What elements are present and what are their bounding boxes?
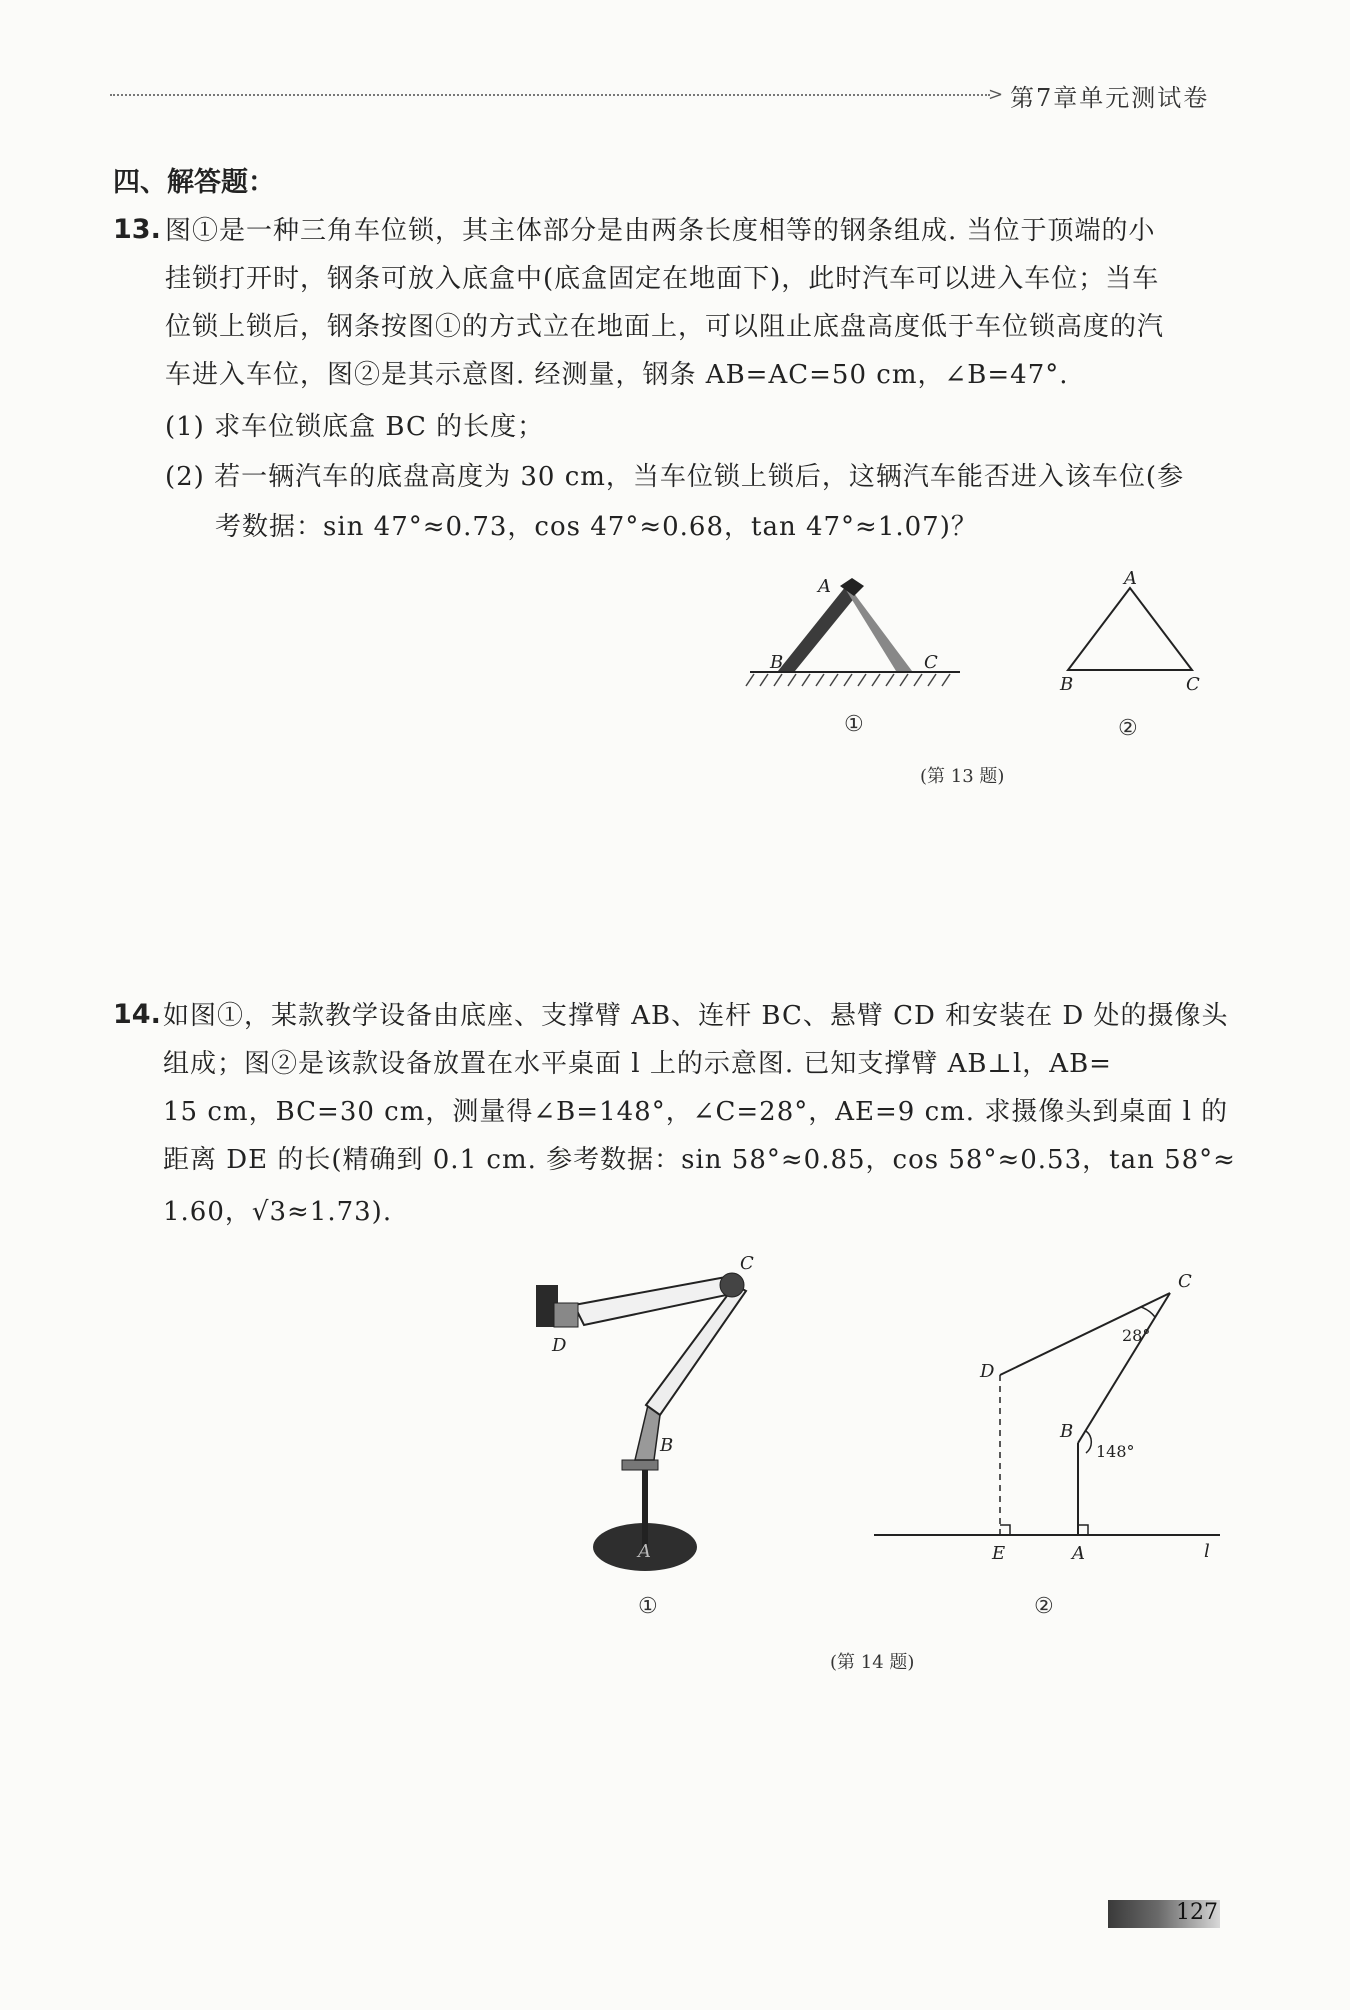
label-A: A xyxy=(638,1541,651,1562)
section-title: 四、解答题： xyxy=(113,167,275,198)
question-number: 13. xyxy=(113,214,161,245)
question-text-line: 图①是一种三角车位锁，其主体部分是由两条长度相等的钢条组成. 当位于顶端的小 xyxy=(165,216,1156,246)
question-text-line: 挂锁打开时，钢条可放入底盒中(底盒固定在地面下)，此时汽车可以进入车位；当车 xyxy=(165,264,1160,294)
sub-question-1: (1) 求车位锁底盒 BC 的长度； xyxy=(165,412,545,442)
figure-index: ② xyxy=(1118,716,1138,741)
header-rule xyxy=(110,94,990,96)
header-title: 第7章单元测试卷 xyxy=(1010,84,1210,112)
figure-caption: (第 13 题) xyxy=(920,766,1005,787)
label-B: B xyxy=(1060,1421,1074,1442)
label-B: B xyxy=(1060,674,1074,695)
label-C: C xyxy=(1186,674,1200,695)
question-text-line: 组成；图②是该款设备放置在水平桌面 l 上的示意图. 已知支撑臂 AB⊥l，AB= xyxy=(163,1049,1112,1079)
sub-question-2-line: (2) 若一辆汽车的底盘高度为 30 cm，当车位锁上锁后，这辆汽车能否进入该车位(参 xyxy=(165,462,1185,492)
label-C: C xyxy=(924,652,938,673)
label-E: E xyxy=(992,1543,1006,1564)
page-number: 127 xyxy=(1176,1900,1218,1925)
label-l: l xyxy=(1204,1541,1210,1562)
label-D: D xyxy=(552,1335,567,1356)
label-A: A xyxy=(1124,568,1137,589)
label-B: B xyxy=(770,652,784,673)
figure-13-1-car-lock xyxy=(740,570,970,690)
question-text-line: 距离 DE 的长(精确到 0.1 cm. 参考数据：sin 58°≈0.85，cos 58°≈0.53，tan 58°≈ xyxy=(163,1145,1236,1175)
question-text-line: 车进入车位，图②是其示意图. 经测量，钢条 AB=AC=50 cm，∠B=47°. xyxy=(165,360,1069,390)
question-text-line: 15 cm，BC=30 cm，测量得∠B=148°，∠C=28°，AE=9 cm. 求摄像头到桌面 l 的 xyxy=(163,1097,1229,1127)
figure-index: ① xyxy=(844,712,864,737)
angle-B-label: 148° xyxy=(1096,1442,1135,1461)
figure-13-2-triangle xyxy=(1050,568,1210,698)
label-A: A xyxy=(1072,1543,1085,1564)
figure-14-2-schematic xyxy=(860,1265,1230,1575)
figure-index: ① xyxy=(638,1594,658,1619)
header-arrow-icon: > xyxy=(988,84,1004,105)
figure-index: ② xyxy=(1034,1594,1054,1619)
sub-question-2-line: 考数据：sin 47°≈0.73，cos 47°≈0.68，tan 47°≈1.07)？ xyxy=(215,512,978,542)
question-text-line: 位锁上锁后，钢条按图①的方式立在地面上，可以阻止底盘高度低于车位锁高度的汽 xyxy=(165,312,1165,342)
label-C: C xyxy=(1178,1271,1192,1292)
label-D: D xyxy=(980,1361,995,1382)
label-A: A xyxy=(818,576,831,597)
question-text-line: 如图①，某款教学设备由底座、支撑臂 AB、连杆 BC、悬臂 CD 和安装在 D 处的摄像头 xyxy=(163,1001,1229,1031)
question-number: 14. xyxy=(113,999,161,1030)
label-C: C xyxy=(740,1255,754,1274)
angle-C-label: 28° xyxy=(1122,1326,1151,1345)
figure-caption: (第 14 题) xyxy=(830,1652,915,1673)
figure-14-1-device xyxy=(530,1255,760,1585)
label-B: B xyxy=(660,1435,674,1456)
question-text-line: 1.60，√3≈1.73). xyxy=(163,1197,393,1227)
